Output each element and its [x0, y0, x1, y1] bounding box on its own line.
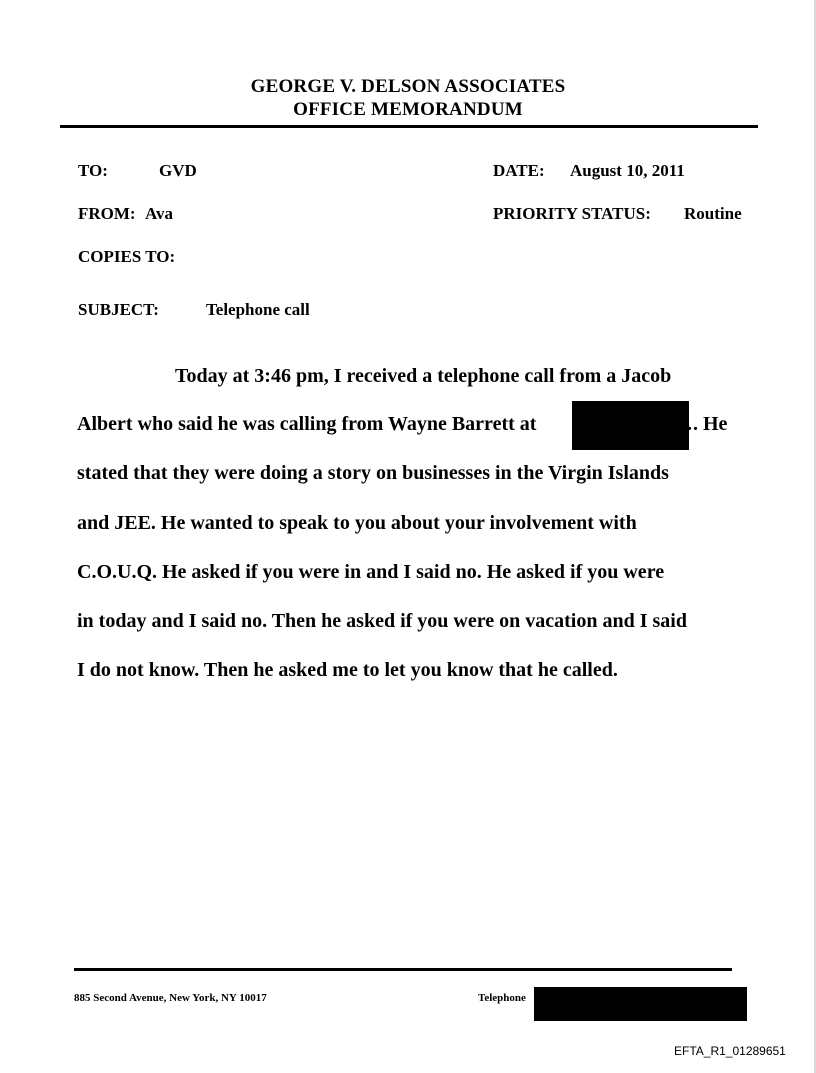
footer-telephone-label: Telephone [478, 992, 526, 1004]
redaction-box [572, 401, 689, 450]
subject-value: Telephone call [206, 300, 310, 319]
body-line-4: and JEE. He wanted to speak to you about your involvement with [77, 512, 637, 534]
body-line-7: I do not know. Then he asked me to let you know that he called. [77, 659, 618, 681]
footer-address: 885 Second Avenue, New York, NY 10017 [74, 992, 267, 1004]
footer-redaction-box [534, 987, 747, 1021]
to-label: TO: [78, 161, 108, 180]
priority-label: PRIORITY STATUS: [493, 204, 651, 223]
from-value: Ava [145, 204, 174, 223]
to-value: GVD [159, 161, 197, 180]
header-rule [60, 125, 758, 128]
priority-value: Routine [684, 204, 742, 223]
copies-label: COPIES TO: [78, 247, 176, 266]
body-line-1: Today at 3:46 pm, I received a telephone call from a Jacob [175, 365, 672, 387]
body-line-2-end: . He [693, 413, 728, 435]
bates-number: EFTA_R1_01289651 [674, 1044, 786, 1058]
body-line-2-fragment: . [687, 413, 692, 435]
body-line-5: C.O.U.Q. He asked if you were in and I said no. He asked if you were [77, 561, 665, 583]
date-label: DATE: [493, 161, 545, 180]
date-value: August 10, 2011 [570, 161, 685, 180]
body-line-3: stated that they were doing a story on businesses in the Virgin Islands [77, 462, 669, 484]
body-line-2-start: Albert who said he was calling from Wayne Barrett at [77, 413, 537, 435]
company-name: GEORGE V. DELSON ASSOCIATES [250, 76, 566, 97]
subject-label: SUBJECT: [78, 300, 159, 319]
footer-rule [74, 968, 732, 971]
document-type: OFFICE MEMORANDUM [293, 99, 523, 120]
from-label: FROM: [78, 204, 136, 223]
body-line-6: in today and I said no. Then he asked if you were on vacation and I said [77, 610, 687, 632]
